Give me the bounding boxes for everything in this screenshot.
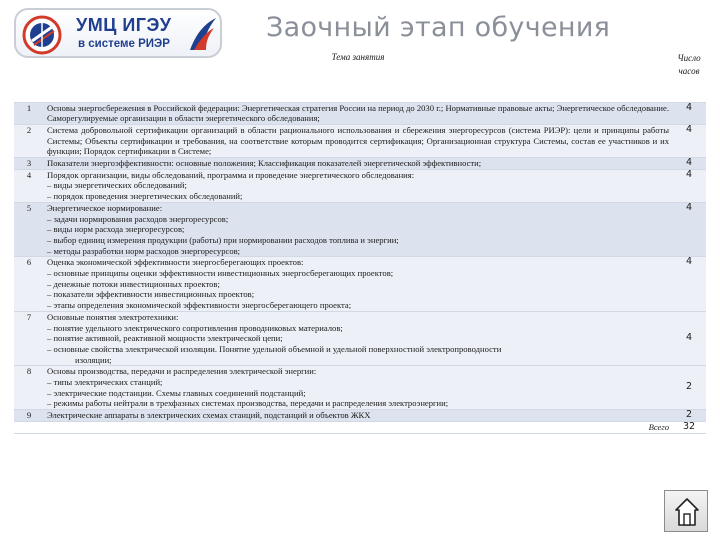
row-topic xyxy=(44,410,672,422)
row-topic xyxy=(44,311,672,366)
row-topic xyxy=(44,158,672,170)
header-hours xyxy=(672,52,706,102)
header-hours-line2: часов xyxy=(678,66,700,76)
logo-title: УМЦ ИГЭУ xyxy=(76,15,172,35)
topic-line: – режимы работы нейтрали в трехфазных системах производства, передачи и распределения электроэнергии; xyxy=(47,398,449,409)
row-number: 4 xyxy=(14,169,44,202)
topic-line: – выбор единиц измерения продукции (работы) при нормировании расходов топлива и энергии; xyxy=(47,234,399,245)
topic-line: – понятие активной, реактивной мощности электрической цепи; xyxy=(47,333,283,344)
row-hours: 4 xyxy=(672,311,706,366)
total-row xyxy=(14,421,706,433)
row-hours: 2 xyxy=(672,366,706,410)
row-hours: 4 xyxy=(672,202,706,257)
table-row xyxy=(14,410,706,422)
row-number: 1 xyxy=(14,102,44,124)
table-header-row xyxy=(14,52,706,102)
topic-line: – методы разработки норм расходов энергоресурсов; xyxy=(47,245,241,256)
home-button[interactable] xyxy=(664,490,708,532)
topic-line: – электрические подстанции. Схемы главных соединений подстанций; xyxy=(47,387,306,398)
row-topic xyxy=(44,366,672,410)
logo-subtitle: в системе РИЭР xyxy=(78,38,170,50)
topic-line: Система добровольной сертификации организаций в области рационального использования и сбережения энергоресурсов (система РИЭР): цели и принципы работы Системы; Объекты сертификации и требования, на соответствие которым проводится сертификация; Организационная структура Системы, состав ее участников и их функции; Порядок сертификации в Системе; xyxy=(47,124,669,157)
header-topic: Тема занятия xyxy=(44,52,672,102)
table-row xyxy=(14,158,706,170)
house-icon xyxy=(674,497,700,527)
topic-line: Основы производства, передачи и распределения электрической энергии: xyxy=(47,366,317,377)
table-row xyxy=(14,124,706,157)
total-label: Всего xyxy=(44,421,672,433)
total-number-cell xyxy=(14,421,44,433)
row-topic xyxy=(44,257,672,312)
row-number: 5 xyxy=(14,202,44,257)
row-topic xyxy=(44,202,672,257)
row-number: 2 xyxy=(14,124,44,157)
table-row xyxy=(14,366,706,410)
logo xyxy=(14,8,222,58)
topic-line: – понятие удельного электрического сопротивления проводниковых материалов; xyxy=(47,322,343,333)
table-row xyxy=(14,202,706,257)
table-row xyxy=(14,257,706,312)
lessons-table-body xyxy=(14,102,706,433)
topic-line: – этапы определения экономической эффективности энергосберегающего проекта; xyxy=(47,300,352,311)
row-number: 9 xyxy=(14,410,44,422)
topic-line: – показатели эффективности инвестиционных проектов; xyxy=(47,289,255,300)
page-title: Заочный этап обучения xyxy=(266,12,611,43)
row-number: 7 xyxy=(14,311,44,366)
logo-swoosh-icon xyxy=(186,14,218,54)
row-topic xyxy=(44,169,672,202)
row-hours: 4 xyxy=(672,124,706,157)
university-emblem-icon xyxy=(22,15,62,55)
row-topic xyxy=(44,102,672,124)
total-hours: 32 xyxy=(672,421,706,433)
topic-line: – типы электрических станций; xyxy=(47,377,163,388)
row-hours: 4 xyxy=(672,169,706,202)
lessons-table xyxy=(14,52,706,434)
topic-line: – основные свойства электрической изоляции. Понятие удельной объемной и удельной поверхностной электропроводности xyxy=(47,343,502,354)
table-row xyxy=(14,169,706,202)
row-hours: 2 xyxy=(672,410,706,422)
header-hours-line1: Число xyxy=(677,53,701,63)
topic-line: изоляции; xyxy=(75,354,112,365)
topic-line: – основные принципы оценки эффективности инвестиционных энергосберегающих проектов; xyxy=(47,268,394,279)
row-hours: 4 xyxy=(672,257,706,312)
topic-line: Оценка экономической эффективности энергосберегающих проектов: xyxy=(47,257,304,268)
topic-line: – денежные потоки инвестиционных проектов; xyxy=(47,278,220,289)
topic-line: Порядок организации, виды обследований, программа и проведение энергетического обследования: xyxy=(47,169,415,180)
topic-line: – виды норм расхода энергоресурсов; xyxy=(47,224,185,235)
topic-line: Основные понятия электротехники: xyxy=(47,311,179,322)
row-number: 3 xyxy=(14,158,44,170)
topic-line: Основы энергосбережения в Российской федерации: Энергетическая стратегия России на период до 2030 г.; Нормативные правовые акты; Энергетическое обследование. Саморегулируемые организации в области энергетического обследования; xyxy=(47,102,669,124)
topic-line: – задачи нормирования расходов энергоресурсов; xyxy=(47,213,229,224)
row-hours: 4 xyxy=(672,102,706,124)
header-number-cell xyxy=(14,52,44,102)
row-hours: 4 xyxy=(672,158,706,170)
topic-line: – порядок проведения энергетических обследований; xyxy=(47,191,243,202)
row-number: 8 xyxy=(14,366,44,410)
row-topic xyxy=(44,124,672,157)
topic-line: Энергетическое нормирование: xyxy=(47,202,163,213)
topic-line: – виды энергетических обследований; xyxy=(47,180,187,191)
topic-line: Электрические аппараты в электрических схемах станций, подстанций и объектов ЖКХ xyxy=(47,410,371,421)
table-row xyxy=(14,102,706,124)
topic-line: Показатели энергоэффективности: основные положения; Классификация показателей энергетической эффективности; xyxy=(47,158,482,169)
row-number: 6 xyxy=(14,257,44,312)
table-row xyxy=(14,311,706,366)
